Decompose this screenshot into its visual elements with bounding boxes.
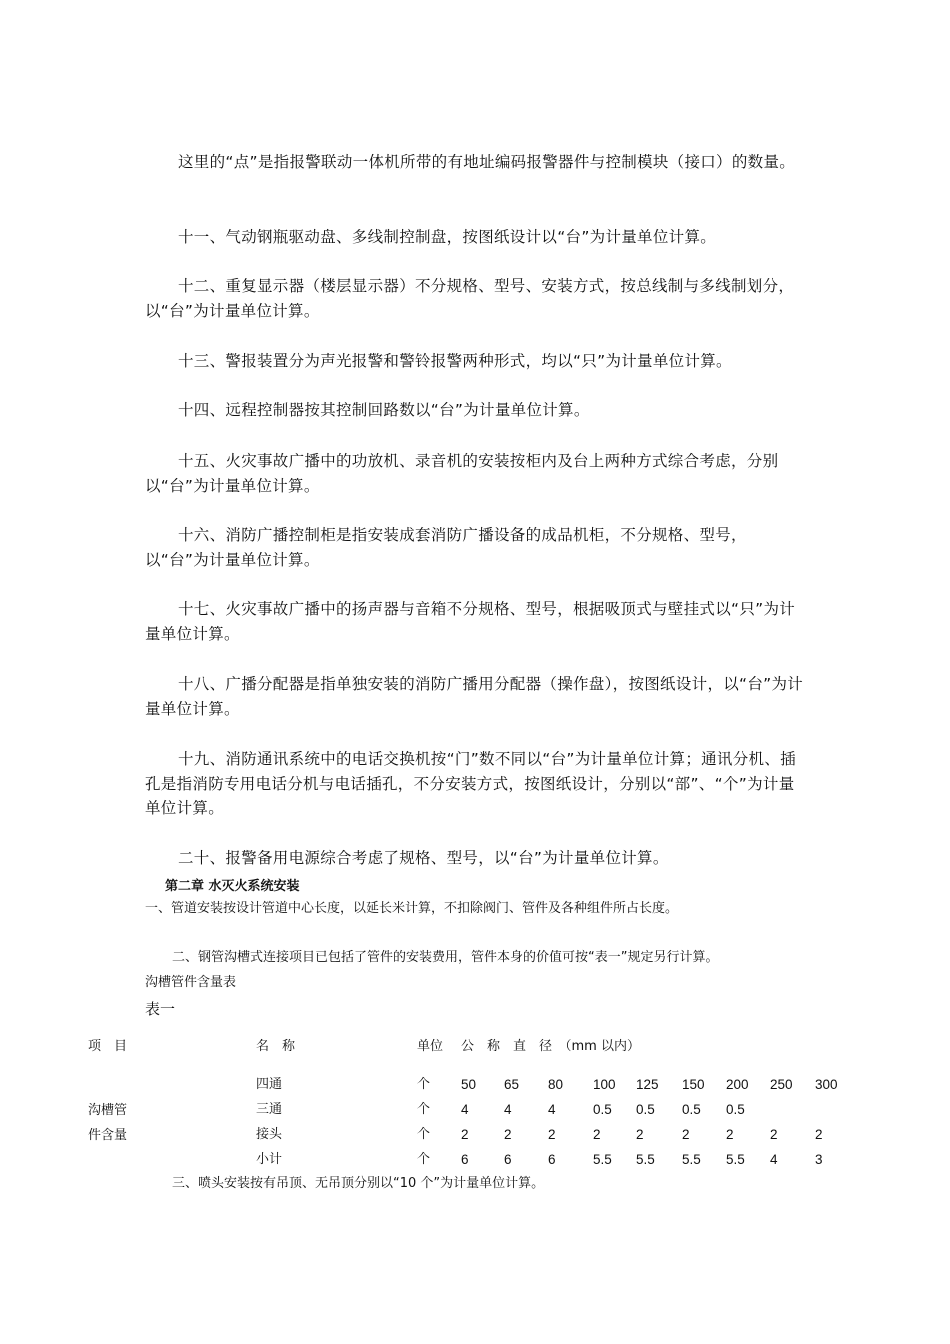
table-cell: 2 <box>636 1127 644 1142</box>
paragraph-15: 十五、火灾事故广播中的功放机、录音机的安装按柜内及台上两种方式综合考虑，分别以“台”为计量单位计算。 <box>145 452 779 495</box>
paragraph-16: 十六、消防广播控制柜是指安装成套消防广播设备的成品机柜，不分规格、型号，以“台”为计量单位计算。 <box>145 526 747 569</box>
table-cell: 300 <box>815 1077 838 1092</box>
table-cell: 2 <box>770 1127 778 1142</box>
table-cell: 6 <box>461 1152 469 1167</box>
row-unit: 个 <box>417 1077 431 1092</box>
table-cell: 3 <box>815 1152 823 1167</box>
paragraph-19: 十九、消防通讯系统中的电话交换机按“门”数不同以“台”为计量单位计算；通讯分机、插孔是指消防专用电话分机与电话插孔，不分安装方式，按图纸设计，分别以“部”、“个”为计量单位计算。 <box>145 750 796 817</box>
table-cell: 0.5 <box>726 1102 745 1117</box>
table-cell: 0.5 <box>636 1102 655 1117</box>
header-diameter: 公 称 直 径 （mm 以内） <box>461 1039 640 1054</box>
table-cell: 4 <box>504 1102 512 1117</box>
table-cell: 2 <box>682 1127 690 1142</box>
table-cell: 2 <box>726 1127 734 1142</box>
row-name: 三通 <box>256 1102 283 1117</box>
table-cell: 0.5 <box>682 1102 701 1117</box>
item-3: 三、喷头安装按有吊顶、无吊顶分别以“10 个”为计量单位计算。 <box>172 1176 545 1191</box>
paragraph-17: 十七、火灾事故广播中的扬声器与音箱不分规格、型号，根据吸顶式与壁挂式以“只”为计量单位计算。 <box>145 600 796 643</box>
table-cell: 50 <box>461 1077 477 1092</box>
table-cell: 5.5 <box>682 1152 701 1167</box>
paragraph-20: 二十、报警备用电源综合考虑了规格、型号，以“台”为计量单位计算。 <box>178 849 669 867</box>
table-title: 沟槽管件含量表 <box>145 975 237 990</box>
header-unit: 单位 <box>417 1039 444 1054</box>
table-cell: 4 <box>461 1102 469 1117</box>
chapter-title: 第二章 水灭火系统安装 <box>165 879 300 894</box>
row-unit: 个 <box>417 1127 431 1142</box>
row-name: 小计 <box>256 1152 283 1167</box>
table-cell: 0.5 <box>593 1102 612 1117</box>
table-cell: 2 <box>461 1127 469 1142</box>
table-cell: 200 <box>726 1077 749 1092</box>
paragraph-12: 十二、重复显示器（楼层显示器）不分规格、型号、安装方式，按总线制与多线制划分，以“台”为计量单位计算。 <box>145 277 795 320</box>
table-cell: 2 <box>548 1127 556 1142</box>
table-cell: 150 <box>682 1077 705 1092</box>
item-1: 一、管道安装按设计管道中心长度，以延长米计算，不扣除阀门、管件及各种组件所占长度。 <box>145 901 679 916</box>
table-cell: 2 <box>815 1127 823 1142</box>
row-label-line2: 件含量 <box>88 1128 128 1143</box>
table-cell: 5.5 <box>726 1152 745 1167</box>
item-2: 二、钢管沟槽式连接项目已包括了管件的安装费用，管件本身的价值可按“表一”规定另行计算。 <box>172 950 719 965</box>
table-cell: 4 <box>548 1102 556 1117</box>
table-cell: 2 <box>504 1127 512 1142</box>
table-label: 表一 <box>145 1000 176 1018</box>
table-cell: 100 <box>593 1077 616 1092</box>
table-cell: 2 <box>593 1127 601 1142</box>
table-cell: 6 <box>548 1152 556 1167</box>
table-cell: 125 <box>636 1077 659 1092</box>
table-cell: 80 <box>548 1077 564 1092</box>
table-cell: 5.5 <box>636 1152 655 1167</box>
header-name: 名 称 <box>256 1039 296 1054</box>
table-cell: 5.5 <box>593 1152 612 1167</box>
header-item: 项 目 <box>88 1039 128 1054</box>
table-cell: 6 <box>504 1152 512 1167</box>
paragraph-18: 十八、广播分配器是指单独安装的消防广播用分配器（操作盘），按图纸设计，以“台”为计量单位计算。 <box>145 675 804 718</box>
row-name: 四通 <box>256 1077 283 1092</box>
paragraph-point-definition: 这里的“点”是指报警联动一体机所带的有地址编码报警器件与控制模块（接口）的数量。 <box>178 153 796 171</box>
row-unit: 个 <box>417 1152 431 1167</box>
table-cell: 4 <box>770 1152 778 1167</box>
table-cell: 250 <box>770 1077 793 1092</box>
table-cell: 65 <box>504 1077 520 1092</box>
paragraph-11: 十一、气动钢瓶驱动盘、多线制控制盘，按图纸设计以“台”为计量单位计算。 <box>178 228 717 246</box>
row-label-line1: 沟槽管 <box>88 1103 128 1118</box>
row-name: 接头 <box>256 1127 283 1142</box>
paragraph-14: 十四、远程控制器按其控制回路数以“台”为计量单位计算。 <box>178 401 590 419</box>
row-unit: 个 <box>417 1102 431 1117</box>
paragraph-13: 十三、警报装置分为声光报警和警铃报警两种形式，均以“只”为计量单位计算。 <box>178 352 732 370</box>
